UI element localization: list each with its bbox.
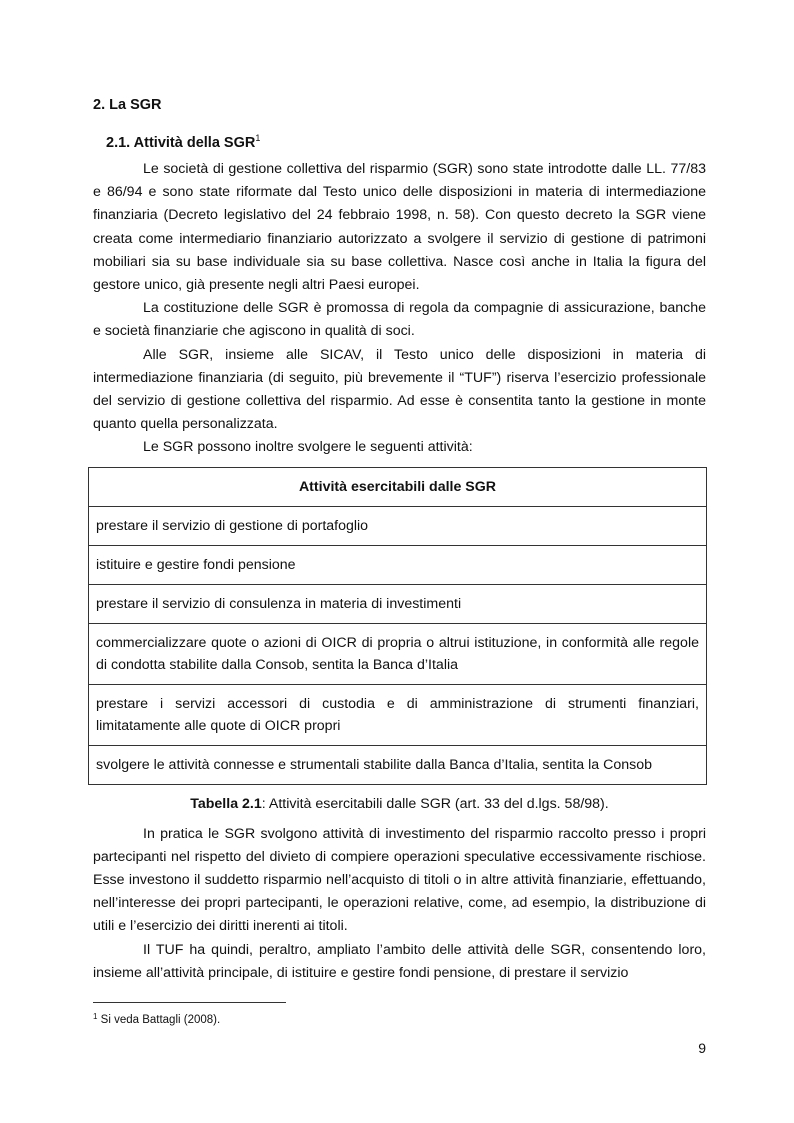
page-number: 9 [698,1040,706,1056]
chapter-heading: 2. La SGR [93,97,162,113]
table-row [89,545,707,584]
section-heading-text: 2.1. Attività della SGR [106,135,256,151]
table-row [89,584,707,623]
table-row [89,623,707,684]
table-cell: prestare il servizio di gestione di portafoglio [89,506,707,545]
table-cell: prestare il servizio di consulenza in materia di investimenti [89,584,707,623]
table-cell: istituire e gestire fondi pensione [89,545,707,584]
caption-text: : Attività esercitabili dalle SGR (art. 33 del d.lgs. 58/98). [261,795,609,812]
footnote-text: Si veda Battagli (2008). [97,1014,221,1026]
section-heading [106,128,706,158]
paragraph: Alle SGR, insieme alle SICAV, il Testo unico delle disposizioni in materia di intermediazione finanziaria (di seguito, più brevemente il “TUF”) riserva l’esercizio professionale del servizio di gestione collettiva del risparmio. Ad esse è consentita tanto la gestione in monte quanto quella personalizzata. [93,346,706,433]
table-caption [93,793,706,815]
paragraph: Il TUF ha quindi, peraltro, ampliato l’ambito delle attività delle SGR, consentendo loro, insieme all’attività principale, di istituire e gestire fondi pensione, di prestare il servizio [93,941,706,981]
footnote [93,1012,220,1026]
table-cell: svolgere le attività connesse e strumentali stabilite dalla Banca d’Italia, sentita la Consob [89,745,707,784]
table-cell: commercializzare quote o azioni di OICR di propria o altrui istituzione, in conformità alle regole di condotta stabilite dalla Consob, sentita la Banca d’Italia [89,623,707,684]
page-body [93,96,706,985]
footnote-number: 1 [93,1012,98,1021]
table-header: Attività esercitabili dalle SGR [89,467,707,506]
table-cell: prestare i servizi accessori di custodia e di amministrazione di strumenti finanziari, limitatamente alle quote di OICR propri [89,684,707,745]
footnote-ref[interactable]: 1 [255,133,261,143]
caption-label: Tabella 2.1 [190,795,262,812]
table-row [89,684,707,745]
table-header-row [89,467,707,506]
paragraph: La costituzione delle SGR è promossa di regola da compagnie di assicurazione, banche e società finanziarie che agiscono in qualità di soci. [93,300,706,340]
activities-table [88,467,707,785]
paragraph: Le società di gestione collettiva del risparmio (SGR) sono state introdotte dalle LL. 77/83 e 86/94 e sono state riformate dal Testo unico delle disposizioni in materia di intermediazione finanziaria (Decreto legislativo del 24 febbraio 1998, n. 58). Con questo decreto la SGR viene creata come intermediario finanziario autorizzato a svolgere il servizio di gestione di patrimoni mobiliari sia su base individuale sia su base collettiva. Nasce così anche in Italia la figura del gestore unico, già presente negli altri Paesi europei. [93,161,706,294]
paragraph: In pratica le SGR svolgono attività di investimento del risparmio raccolto presso i propri partecipanti nel rispetto del divieto di compiere operazioni speculative eccessivamente rischiose. Esse investono il suddetto risparmio nell’acquisto di titoli o in altre attività finanziarie, effettuando, nell’interesse dei propri partecipanti, le operazioni relative, come, ad esempio, la distribuzione di utili e l’esercizio dei diritti inerenti ai titoli. [93,825,706,935]
paragraph: Le SGR possono inoltre svolgere le seguenti attività: [143,439,473,456]
table-row [89,745,707,784]
table-row [89,506,707,545]
footnote-divider [93,1002,286,1003]
